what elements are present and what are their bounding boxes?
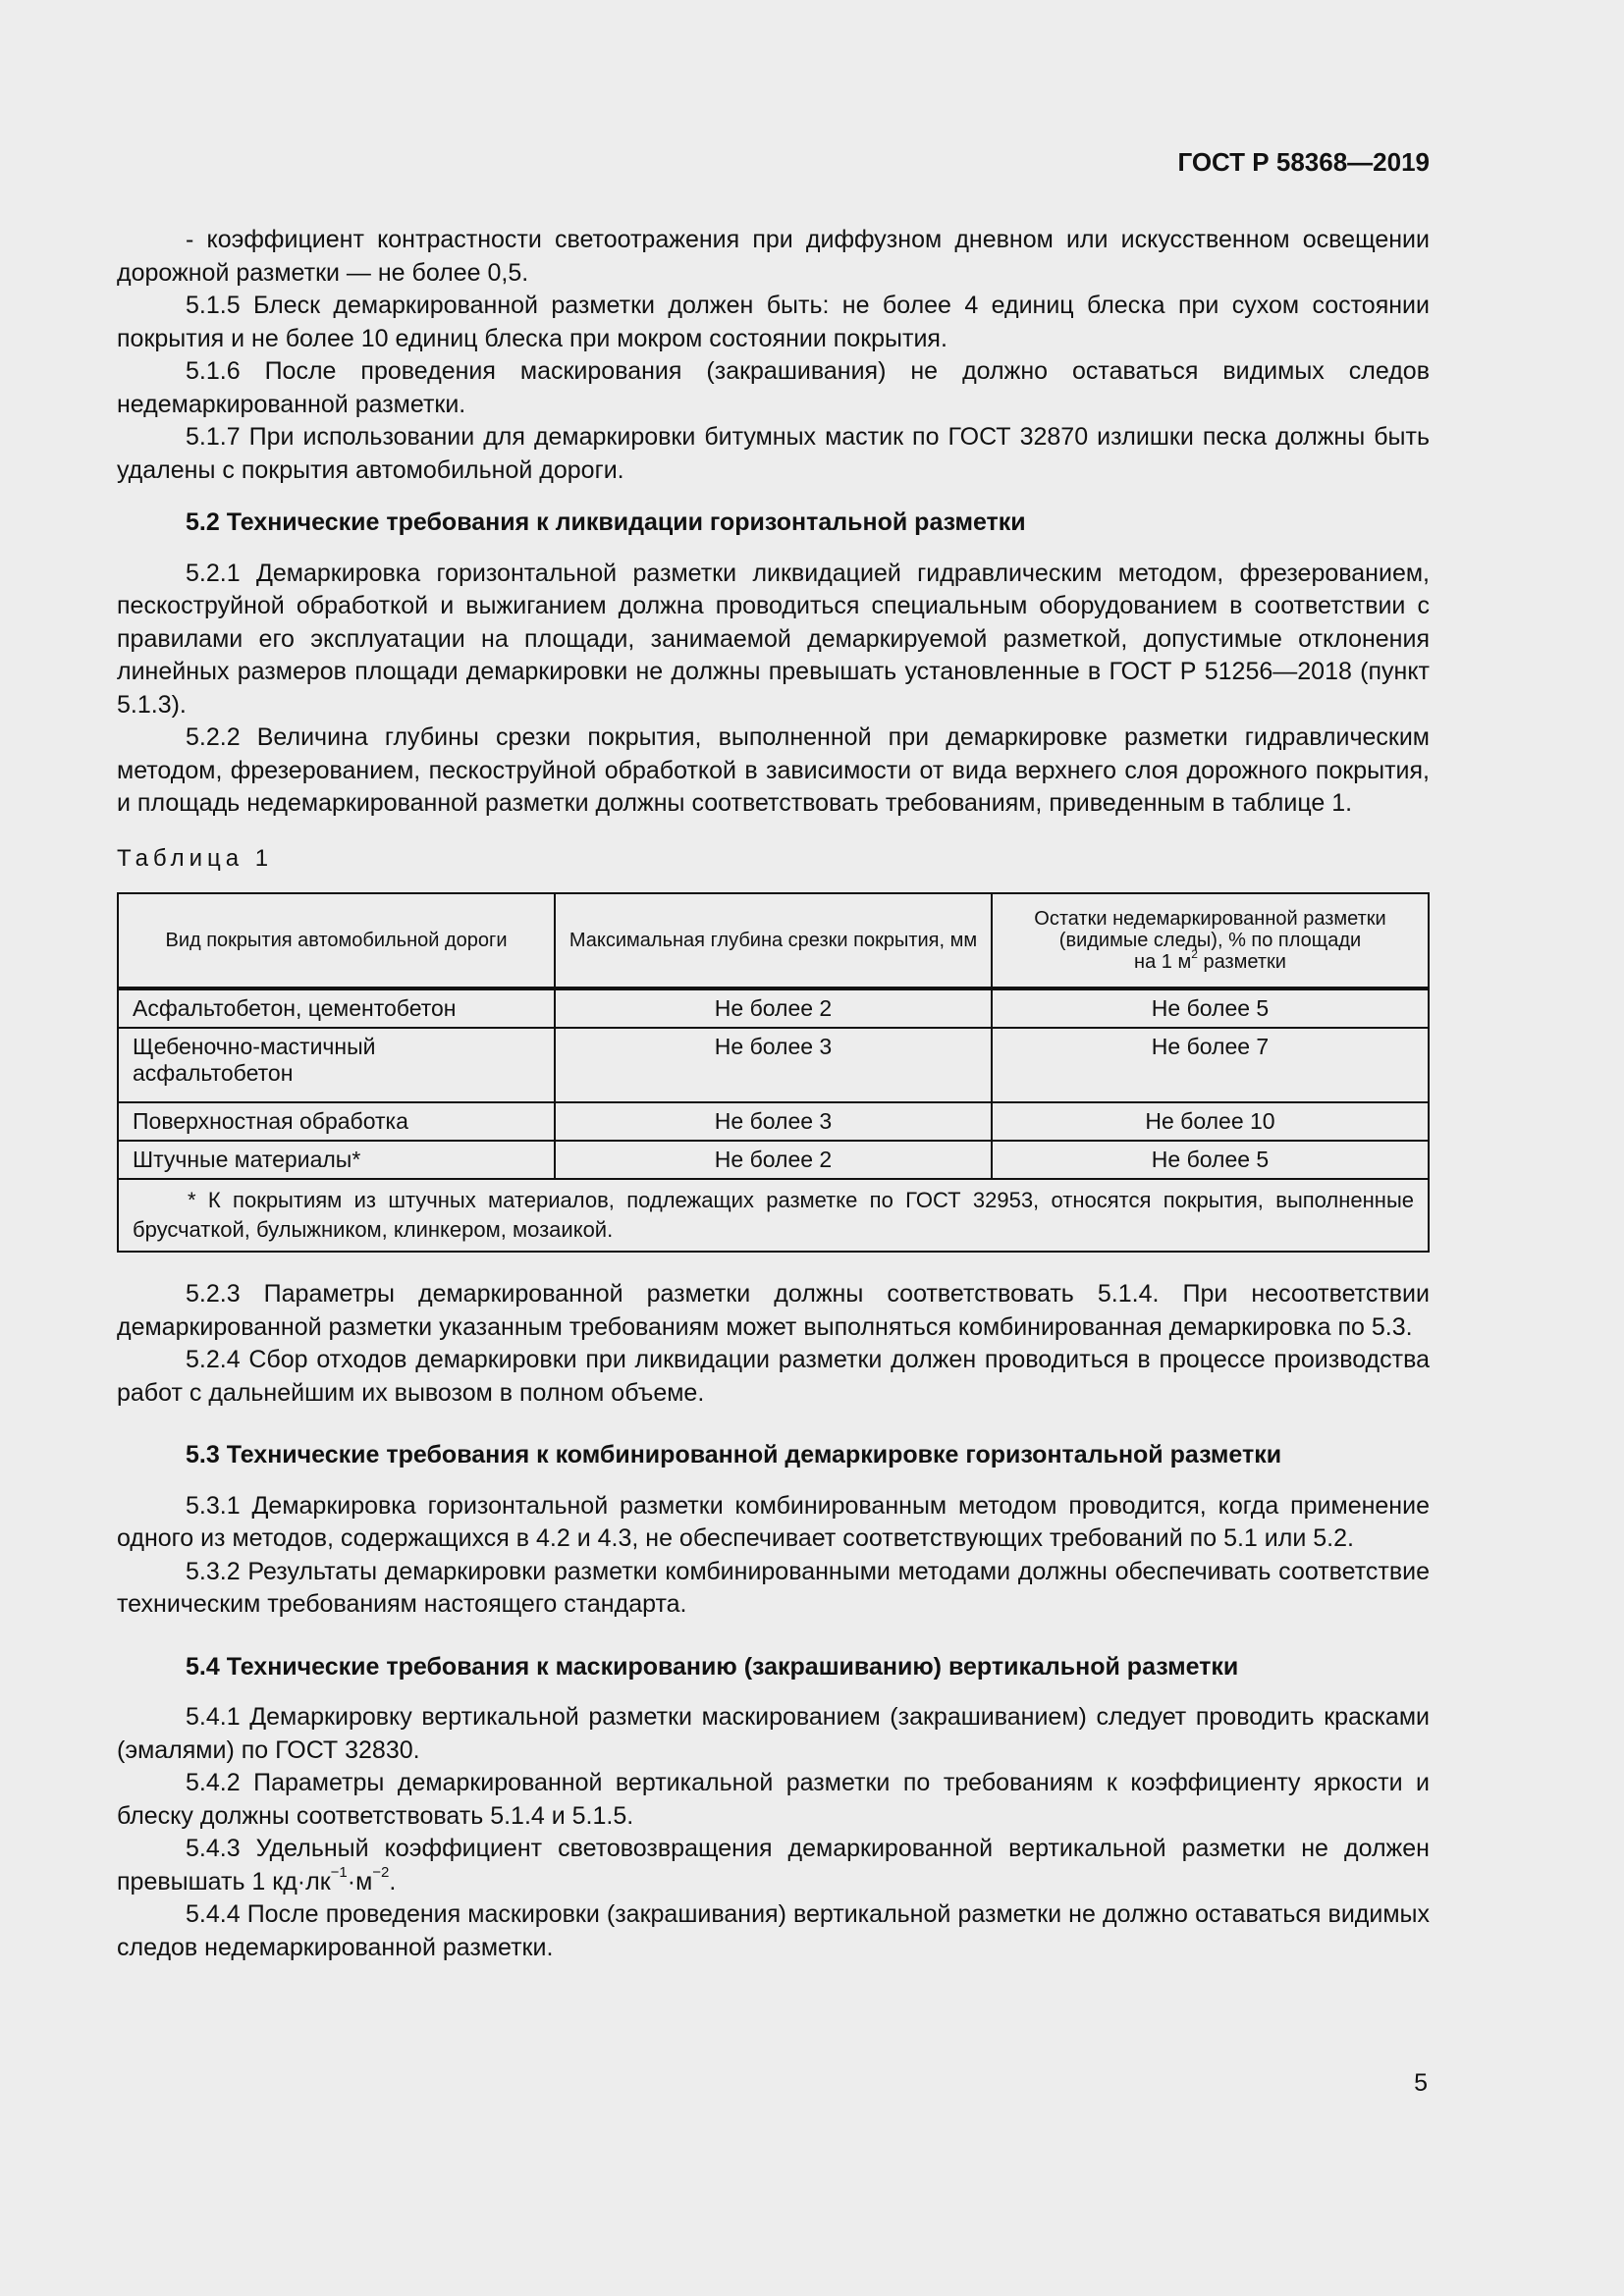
paragraph-text: 5.4.3 Удельный коэффициент световозвращения демаркированной вертикальной разметки не должен превышать 1 кд·лк — [117, 1835, 1430, 1896]
table-row — [118, 1028, 1429, 1102]
requirements-table — [117, 892, 1430, 1253]
table-cell: Не более 10 — [992, 1102, 1429, 1141]
table-footnote: * К покрытиям из штучных материалов, подлежащих разметке по ГОСТ 32953, относятся покрытия, выполненные брусчаткой, булыжником, клинкером, мозаикой. — [118, 1179, 1429, 1252]
paragraph: 5.2.4 Сбор отходов демаркировки при ликвидации разметки должен проводиться в процессе производства работ с дальнейшим их вывозом в полном объеме. — [117, 1346, 1430, 1407]
table-cell: Не более 5 — [992, 988, 1429, 1028]
paragraph: 5.4.1 Демаркировку вертикальной разметки маскированием (закрашиванием) следует проводить красками (эмалями) по ГОСТ 32830. — [117, 1703, 1430, 1764]
superscript: 2 — [1191, 946, 1198, 961]
paragraph: 5.2.2 Величина глубины срезки покрытия, выполненной при демаркировке разметки гидравлическим методом, фрезерованием, пескоструйной обработкой в зависимости от вида верхнего слоя дорожного покрытия, и площадь недемаркированной разметки должны соответствовать требованиям, приведенным в таблице 1. — [117, 723, 1430, 817]
table-cell: Асфальтобетон, цементобетон — [118, 988, 555, 1028]
table-cell: Не более 5 — [992, 1141, 1429, 1179]
paragraph: 5.2.3 Параметры демаркированной разметки должны соответствовать 5.1.4. При несоответствии демаркированной разметки указанным требованиям может выполняться комбинированная демаркировка по 5.3. — [117, 1280, 1430, 1341]
header-text: на 1 м — [1134, 951, 1192, 973]
after-table-block — [117, 1278, 1430, 1410]
paragraph — [117, 1833, 1430, 1898]
table-cell: Поверхностная обработка — [118, 1102, 555, 1141]
paragraph-text: . — [389, 1867, 397, 1896]
table-row — [118, 1102, 1429, 1141]
paragraph: 5.1.6 После проведения маскирования (закрашивания) не должно оставаться видимых следов недемаркированной разметки. — [117, 357, 1430, 418]
paragraph: - коэффициент контрастности светоотражения при диффузном дневном или искусственном освещении дорожной разметки — не более 0,5. — [117, 226, 1430, 287]
header-text: разметки — [1197, 951, 1286, 973]
column-header — [992, 893, 1429, 988]
table-row — [118, 988, 1429, 1028]
column-header: Вид покрытия автомобильной дороги — [118, 893, 555, 988]
section-heading: 5.2 Технические требования к ликвидации горизонтальной разметки — [186, 508, 1026, 536]
table-cell: Не более 7 — [992, 1028, 1429, 1102]
table-cell: Не более 3 — [555, 1102, 992, 1141]
paragraph: 5.4.2 Параметры демаркированной вертикальной разметки по требованиям к коэффициенту яркости и блеску должны соответствовать 5.1.4 и 5.1.5. — [117, 1769, 1430, 1830]
paragraph: 5.3.1 Демаркировка горизонтальной разметки комбинированным методом проводится, когда применение одного из методов, содержащихся в 4.2 и 4.3, не обеспечивает соответствующих требований по 5.1 или 5.2. — [117, 1491, 1430, 1552]
paragraph: 5.1.7 При использовании для демаркировки битумных мастик по ГОСТ 32870 излишки песка должны быть удалены с покрытия автомобильной дороги. — [117, 423, 1430, 484]
table-row — [118, 1141, 1429, 1179]
section-heading: 5.3 Технические требования к комбинированной демаркировке горизонтальной разметки — [186, 1441, 1282, 1468]
table-cell: Не более 2 — [555, 988, 992, 1028]
superscript: −2 — [372, 1864, 390, 1882]
page-content — [117, 224, 1430, 1964]
document-code: ГОСТ Р 58368—2019 — [1177, 147, 1430, 177]
table-cell: Не более 2 — [555, 1141, 992, 1179]
superscript: −1 — [330, 1864, 348, 1882]
column-header: Максимальная глубина срезки покрытия, мм — [555, 893, 992, 988]
page-number: 5 — [1414, 2069, 1428, 2097]
paragraph: 5.3.2 Результаты демаркировки разметки комбинированными методами должны обеспечивать соответствие техническим требованиям настоящего стандарта. — [117, 1557, 1430, 1618]
table-cell: Не более 3 — [555, 1028, 992, 1102]
paragraph-text: ·м — [347, 1867, 373, 1896]
paragraph: 5.1.5 Блеск демаркированной разметки должен быть: не более 4 единиц блеска при сухом состоянии покрытия и не более 10 единиц блеска при мокром состоянии покрытия. — [117, 292, 1430, 352]
header-text: Остатки недемаркированной разметки (видимые следы), % по площади — [1034, 908, 1386, 951]
section-heading: 5.4 Технические требования к маскированию (закрашиванию) вертикальной разметки — [186, 1652, 1239, 1681]
table-footnote-row — [118, 1179, 1429, 1252]
table-header-row — [118, 893, 1429, 988]
paragraph: 5.2.1 Демаркировка горизонтальной разметки ликвидацией гидравлическим методом, фрезерованием, пескоструйной обработкой и выжиганием должна проводиться специальным оборудованием в соответствии с правилами его эксплуатации на площади, занимаемой демаркируемой разметкой, допустимые отклонения линейных размеров площади демаркировки не должны превышать установленные в ГОСТ Р 51256—2018 (пункт 5.1.3). — [117, 559, 1430, 719]
table-cell: Щебеночно-мастичный асфальтобетон — [118, 1028, 555, 1102]
table-cell: Штучные материалы* — [118, 1141, 555, 1179]
table-caption: Таблица 1 — [117, 844, 274, 872]
paragraph: 5.4.4 После проведения маскировки (закрашивания) вертикальной разметки не должно оставаться видимых следов недемаркированной разметки. — [117, 1900, 1430, 1961]
